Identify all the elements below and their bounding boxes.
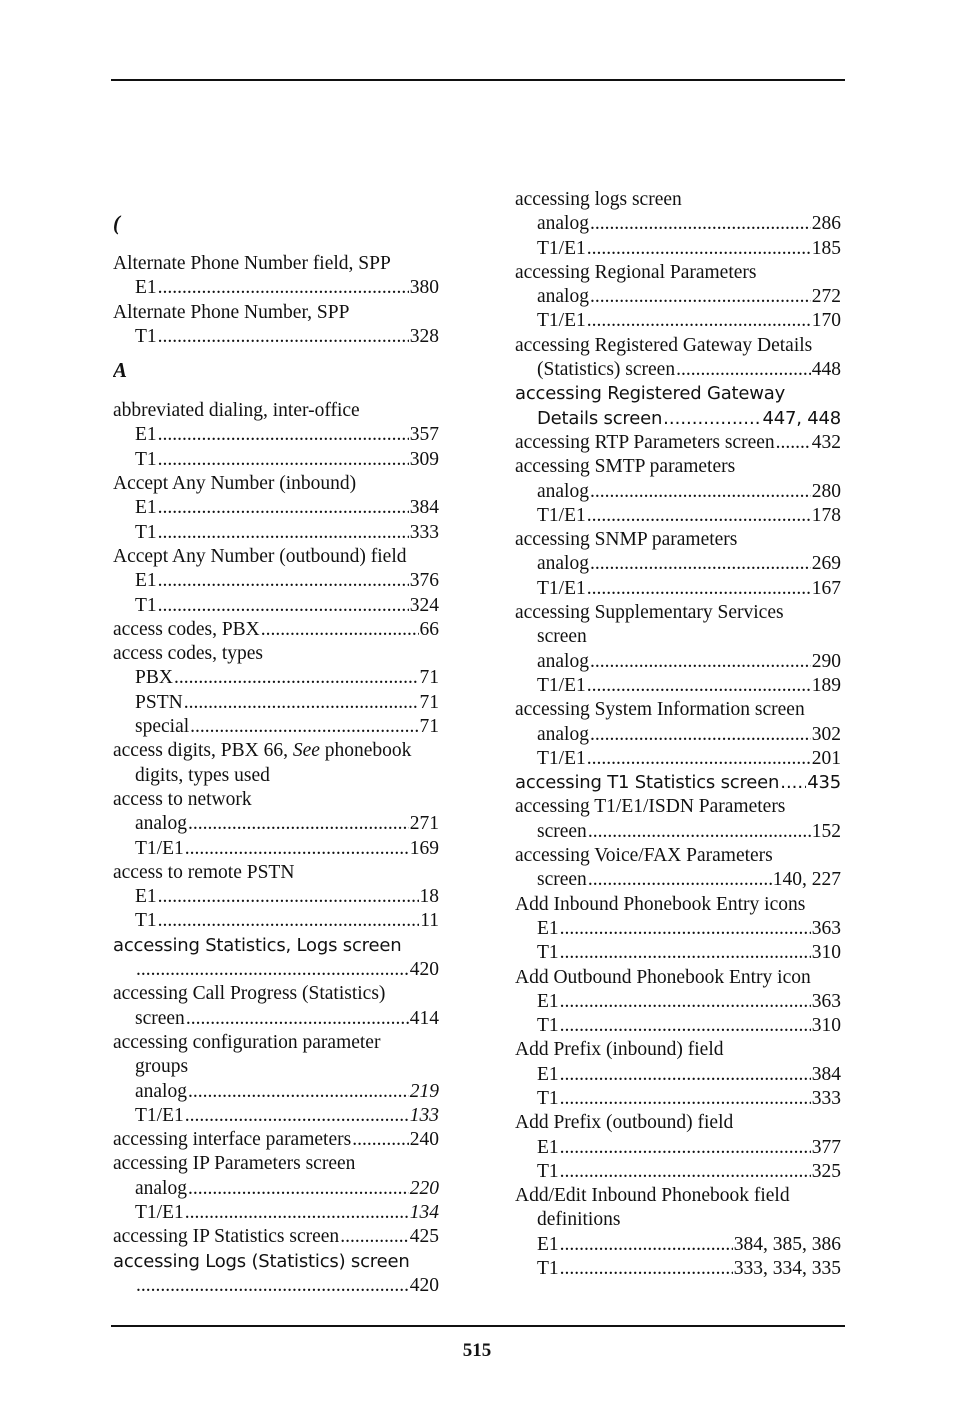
index-entry [113,1177,439,1201]
dot-leader [158,569,409,593]
index-term-text: access digits, PBX 66, [113,740,293,762]
index-entry-label: T1 [537,942,559,964]
index-entry [113,325,439,349]
dot-leader [560,990,811,1014]
index-term: access to network [113,788,252,810]
index-entry-label: T1/E1 [537,577,586,599]
index-entry-label: Details screen [537,407,663,429]
index-entry [515,237,841,261]
index-entry [515,723,841,747]
dot-leader [136,958,409,982]
index-entry [113,812,439,836]
index-entry [515,577,841,601]
dot-leader [560,1257,733,1281]
index-term: Add Inbound Phonebook Entry icons [515,893,806,915]
index-term: accessing Registered Gateway Details [515,334,813,356]
index-term: digits, types used [135,764,270,786]
page-reference: 363 [811,917,841,939]
index-term: Accept Any Number (outbound) field [113,545,407,567]
index-entry [515,747,841,771]
page-reference: 169 [409,837,439,859]
index-entry-label: analog [537,286,589,308]
page-reference: 272 [811,286,841,308]
dot-leader [158,276,409,300]
index-entry [113,958,439,982]
page-reference: 333, 334, 335 [733,1258,841,1280]
index-entry [113,837,439,861]
dot-leader [185,1201,409,1225]
dot-leader [780,771,806,795]
index-entry [515,1014,841,1038]
index-entry-label: T1 [135,910,157,932]
page-reference: 71 [419,716,439,738]
index-entry-label: T1/E1 [537,237,586,259]
dot-leader [158,885,419,909]
index-entry-label: T1/E1 [537,504,586,526]
dot-leader [185,837,409,861]
dot-leader [588,868,772,892]
index-entry-label: T1 [537,1015,559,1037]
page-reference: 302 [811,723,841,745]
dot-leader [158,909,420,933]
index-entry-label: E1 [537,1136,559,1158]
index-term: accessing configuration parameter [113,1031,381,1053]
dot-leader [158,594,409,618]
page-reference: 185 [811,237,841,259]
dot-leader [587,309,811,333]
dot-leader [587,237,811,261]
page-reference: 219 [409,1080,439,1102]
page-reference: 325 [811,1160,841,1182]
spacer [113,240,439,252]
dot-leader [340,1225,409,1249]
index-entry [515,1063,841,1087]
dot-leader [158,521,409,545]
index-term: accessing Statistics, Logs screen [113,934,402,956]
dot-leader [776,431,811,455]
index-term: Add Prefix (outbound) field [515,1112,734,1134]
dot-leader [587,577,811,601]
page-reference: 133 [409,1104,439,1126]
page-reference: 201 [811,747,841,769]
index-entry [515,431,841,455]
index-term: accessing Logs (Statistics) screen [113,1250,410,1272]
index-term: accessing System Information screen [515,699,805,721]
index-entry [113,1274,439,1298]
index-entry [515,868,841,892]
index-term: definitions [537,1209,621,1231]
dot-leader [190,715,418,739]
index-entry [113,1201,439,1225]
index-entry-label: E1 [537,1063,559,1085]
dot-leader [188,812,409,836]
page-reference: 333 [409,521,439,543]
index-entry [113,521,439,545]
dot-leader [587,674,811,698]
index-entry-label: special [135,716,190,738]
index-entry-label: T1/E1 [135,1201,184,1223]
index-term: accessing T1/E1/ISDN Parameters [515,796,786,818]
index-term: accessing Regional Parameters [515,261,757,283]
dot-leader [590,480,811,504]
index-entry-label: analog [537,723,589,745]
index-entry-label: accessing RTP Parameters screen [515,431,775,453]
index-entry-label: T1 [135,521,157,543]
page-reference: 448 [811,359,841,381]
index-term: Add Prefix (inbound) field [515,1039,724,1061]
page-reference: 178 [811,504,841,526]
dot-leader [590,285,811,309]
footer-rule [111,1325,845,1327]
page-reference: 310 [811,1015,841,1037]
index-entry-label: E1 [135,886,157,908]
index-entry-label: analog [537,480,589,502]
page-reference: 384 [811,1063,841,1085]
index-entry [515,650,841,674]
index-entry [515,212,841,236]
page-reference: 420 [409,1274,439,1296]
index-entry-label: T1/E1 [537,674,586,696]
index-term: Alternate Phone Number field, SPP [113,253,391,274]
see-reference: See [292,740,320,762]
index-entry [515,1136,841,1160]
index-term: accessing SMTP parameters [515,456,736,478]
page-reference: 384 [409,497,439,519]
index-term: abbreviated dialing, inter-office [113,400,360,422]
index-entry [515,941,841,965]
dot-leader [590,723,811,747]
index-entry [515,358,841,382]
dot-leader [560,1063,811,1087]
index-term: access codes, types [113,643,263,665]
dot-leader [261,618,419,642]
index-entry [113,1104,439,1128]
index-entry [515,917,841,941]
index-column-left [113,202,439,1298]
index-term: accessing logs screen [515,189,682,210]
index-entry [515,407,841,431]
index-entry [113,276,439,300]
dot-leader [663,407,761,431]
index-entry-label: PBX [135,667,173,689]
index-entry-label: E1 [135,424,157,446]
dot-leader [186,1007,409,1031]
index-entry-label: E1 [537,990,559,1012]
index-entry-label: T1/E1 [135,1104,184,1126]
index-entry-label: screen [537,820,587,842]
index-entry-label: accessing IP Statistics screen [113,1226,340,1248]
index-term: Add Outbound Phonebook Entry icon [515,966,811,988]
index-entry-label: T1/E1 [537,310,586,332]
page-reference: 271 [409,813,439,835]
index-entry-label: access codes, PBX [113,618,260,640]
index-entry [113,1007,439,1031]
dot-leader [560,1136,811,1160]
index-column-right [515,188,841,1281]
index-entry-label: analog [537,650,589,672]
index-entry-label: analog [537,553,589,575]
index-entry [113,666,439,690]
index-entry-label: E1 [135,497,157,519]
index-term: accessing IP Parameters screen [113,1153,356,1175]
index-entry [113,448,439,472]
index-entry [113,569,439,593]
page-reference: 357 [409,424,439,446]
dot-leader [185,1104,409,1128]
dot-leader [587,504,811,528]
page-number: 515 [462,1340,492,1361]
page-reference: 425 [409,1226,439,1248]
index-entry-label: E1 [537,1233,559,1255]
dot-leader [560,1087,811,1111]
index-entry-label: PSTN [135,691,183,713]
index-entry-label: screen [135,1007,185,1029]
index-entry-label: E1 [135,277,157,299]
index-entry [113,885,439,909]
index-entry [515,1233,841,1257]
index-entry-label: screen [537,869,587,891]
index-term: accessing Registered Gateway [515,383,786,405]
dot-leader [587,747,811,771]
page-reference: 414 [409,1007,439,1029]
page-reference: 220 [409,1177,439,1199]
dot-leader [588,820,811,844]
dot-leader [560,1233,733,1257]
index-entry-label: (Statistics) screen [537,359,676,381]
index-entry [515,771,841,795]
dot-leader [158,423,409,447]
page-reference: 420 [409,959,439,981]
page-reference: 189 [811,674,841,696]
dot-leader [560,1014,811,1038]
index-entry [515,552,841,576]
page-reference: 66 [419,618,439,640]
dot-leader [158,448,409,472]
index-entry [113,496,439,520]
dot-leader [590,650,811,674]
dot-leader [676,358,811,382]
index-entry-label: T1 [135,594,157,616]
dot-leader [560,917,811,941]
index-term: accessing Supplementary Services [515,602,784,624]
page-reference: 333 [811,1087,841,1109]
page-reference: 170 [811,310,841,332]
dot-leader [590,552,811,576]
index-entry [113,1225,439,1249]
page-reference: 324 [409,594,439,616]
page-reference: 309 [409,448,439,470]
page-reference: 134 [409,1201,439,1223]
index-entry [113,423,439,447]
page-reference: 377 [811,1136,841,1158]
index-entry-label: accessing T1 Statistics screen [515,772,780,794]
index-term: screen [537,626,587,648]
page-reference: 269 [811,553,841,575]
dot-leader [174,666,419,690]
index-entry [515,504,841,528]
index-entry-label: T1 [537,1160,559,1182]
dot-leader [188,1080,409,1104]
dot-leader [560,941,811,965]
index-term: Add/Edit Inbound Phonebook field [515,1185,790,1207]
header-rule [111,79,845,81]
page-reference: 18 [419,886,439,908]
index-entry [113,618,439,642]
index-entry-label: T1 [537,1258,559,1280]
index-entry [113,1128,439,1152]
index-entry [113,715,439,739]
index-term-text: phonebook [319,740,412,762]
page-reference: 280 [811,480,841,502]
index-entry [113,691,439,715]
index-entry [113,1080,439,1104]
index-entry [515,990,841,1014]
page-reference: 310 [811,942,841,964]
page-reference: 290 [811,650,841,672]
index-entry [515,1160,841,1184]
index-term: accessing SNMP parameters [515,529,738,551]
index-entry-label: E1 [135,570,157,592]
index-entry-label: T1 [135,448,157,470]
index-term: groups [135,1056,189,1078]
dot-leader [590,212,811,236]
dot-leader [188,1177,409,1201]
index-entry-label: accessing interface parameters [113,1129,352,1151]
dot-leader [136,1274,409,1298]
index-section-heading: ( [113,211,120,235]
index-term: Accept Any Number (inbound) [113,473,357,495]
index-entry-label: analog [135,813,187,835]
dot-leader [158,325,409,349]
page-reference: 447, 448 [762,407,841,429]
page-reference: 435 [807,772,841,794]
index-entry [515,309,841,333]
page-reference: 286 [811,213,841,235]
page-reference: 71 [419,691,439,713]
index-entry [515,674,841,698]
index-entry [515,1257,841,1281]
index-entry [515,1087,841,1111]
page-reference: 240 [409,1129,439,1151]
index-entry-label: T1 [537,1087,559,1109]
page-reference: 376 [409,570,439,592]
index-entry [515,480,841,504]
index-entry [515,285,841,309]
index-entry-label: T1/E1 [135,837,184,859]
dot-leader [158,496,409,520]
spacer [113,387,439,399]
index-entry-label: analog [537,213,589,235]
index-term [113,739,439,763]
index-term: accessing Voice/FAX Parameters [515,845,773,867]
page-reference: 167 [811,577,841,599]
index-entry-label: T1/E1 [537,747,586,769]
index-term: accessing Call Progress (Statistics) [113,983,386,1005]
index-section-heading: A [113,358,128,383]
index-entry-label: analog [135,1177,187,1199]
index-term: access to remote PSTN [113,861,295,883]
dot-leader [184,691,419,715]
page-reference: 140, 227 [772,869,841,891]
page-reference: 363 [811,990,841,1012]
index-entry [113,909,439,933]
index-term: Alternate Phone Number, SPP [113,301,350,323]
page-reference: 384, 385, 386 [733,1233,841,1255]
index-entry-label: analog [135,1080,187,1102]
page-reference: 71 [419,667,439,689]
index-entry-label: T1 [135,325,157,347]
dot-leader [560,1160,811,1184]
index-entry-label: E1 [537,917,559,939]
page-reference: 328 [409,325,439,347]
index-entry [113,594,439,618]
page-reference: 152 [811,820,841,842]
dot-leader [352,1128,409,1152]
index-entry [515,820,841,844]
page-reference: 380 [409,277,439,299]
page-reference: 432 [811,431,841,453]
page-reference: 11 [420,910,439,932]
